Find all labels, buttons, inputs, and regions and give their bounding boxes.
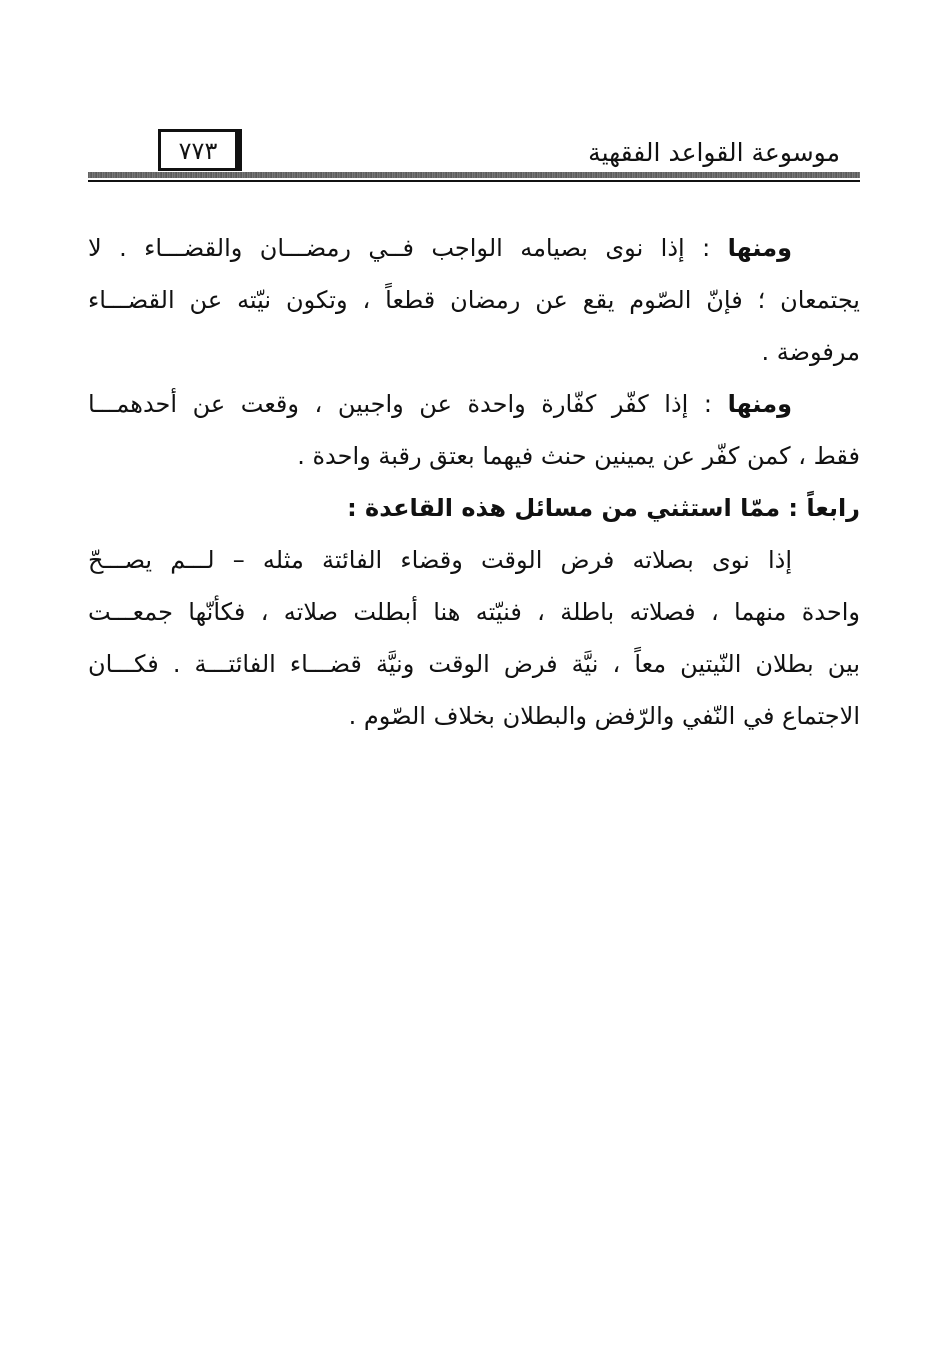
header-rule xyxy=(88,172,860,178)
paragraph-text: : إذا نوى بصيامه الواجب فــي رمضـــان والقضـــاء . لا xyxy=(88,234,728,262)
paragraph-text: : إذا كفّر كفّارة واحدة عن واجبين ، وقعت عن أحدهمـــا xyxy=(88,390,728,418)
paragraph-3-line-3: بين بطلان النّيتين معاً ، نيَّة فرض الوقت ونيَّة قضـــاء الفائتـــة . فكـــان xyxy=(88,650,860,678)
paragraph-3-line-1: إذا نوى بصلاته فرض الوقت وقضاء الفائتة مثله – لـــم يصـــحّ xyxy=(88,546,792,574)
book-title: موسوعة القواعد الفقهية xyxy=(588,138,840,167)
page-number: ٧٧٣ xyxy=(158,129,242,171)
section-heading: رابعاً : ممّا استثني من مسائل هذه القاعدة : xyxy=(347,494,860,522)
header-rule-thin xyxy=(88,180,860,182)
paragraph-lead: ومنها xyxy=(727,234,792,262)
running-header xyxy=(88,125,860,181)
paragraph-1-line-3: مرفوضة . xyxy=(761,338,860,366)
paragraph-1-line-2: يجتمعان ؛ فإنّ الصّوم يقع عن رمضان قطعاً ، وتكون نيّته عن القضـــاء xyxy=(88,286,860,314)
paragraph-lead: ومنها xyxy=(727,390,792,418)
paragraph-2-line-2: فقط ، كمن كفّر عن يمينين حنث فيهما بعتق رقبة واحدة . xyxy=(297,442,860,470)
paragraph-2-line-1 xyxy=(88,378,860,430)
paragraph-3-line-2: واحدة منهما ، فصلاته باطلة ، فنيّته هنا أبطلت صلاته ، فكأنّها جمعـــت xyxy=(88,598,860,626)
paragraph-3-line-4: الاجتماع في النّفي والرّفض والبطلان بخلاف الصّوم . xyxy=(348,702,860,730)
paragraph-1-line-1 xyxy=(88,222,860,274)
body-text xyxy=(88,222,860,742)
